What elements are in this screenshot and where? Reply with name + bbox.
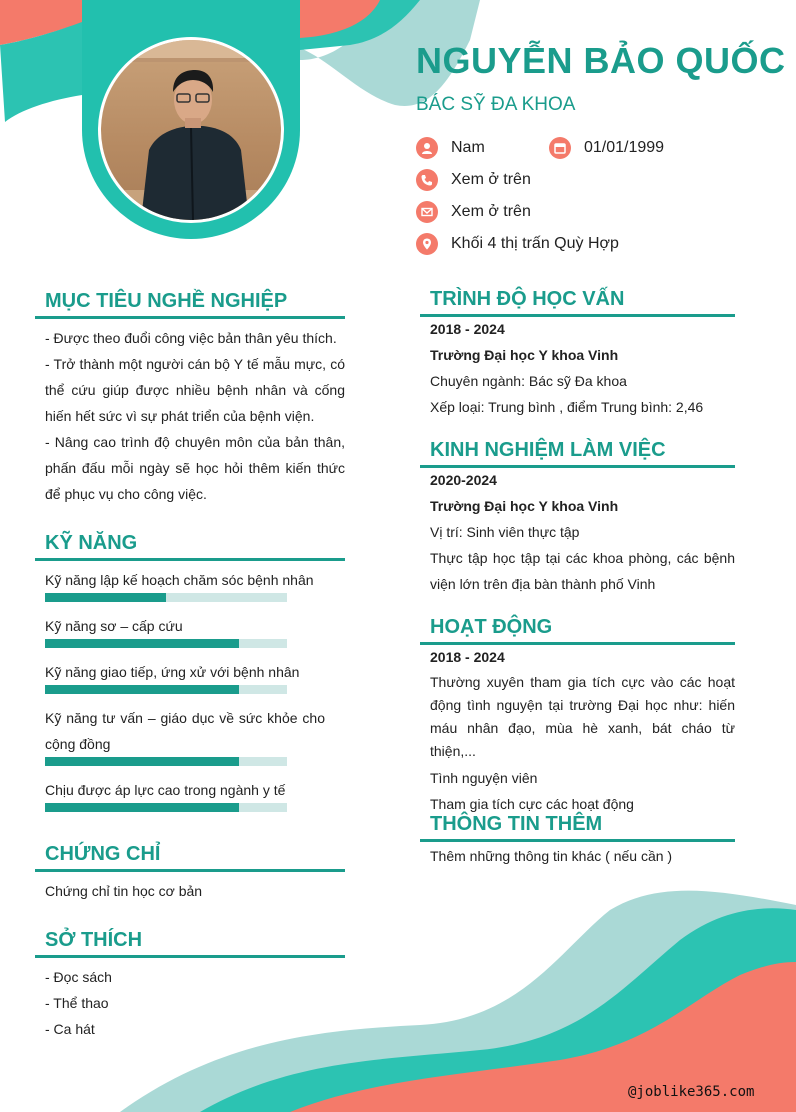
hobbies-title: SỞ THÍCH (45, 929, 143, 951)
certificates-title: CHỨNG CHỈ (45, 843, 161, 865)
education-block (430, 316, 735, 420)
activities-role: Tình nguyện viên (430, 770, 538, 786)
skill-bar (45, 757, 287, 766)
education-major: Chuyên ngành: Bác sỹ Đa khoa (430, 373, 627, 389)
gender-row (416, 137, 485, 159)
skill-bar-fill (45, 803, 239, 812)
objective-text (45, 325, 345, 507)
objective-line: - Nâng cao trình độ chuyên môn của bản thân, phấn đấu mỗi ngày sẽ học hỏi thêm kiến thức để phục vụ cho công việc. (45, 434, 345, 502)
job-title: BÁC SỸ ĐA KHOA (416, 94, 576, 115)
hobbies-list (45, 964, 345, 1042)
hobby-item: - Đọc sách (45, 969, 112, 985)
hobbies-divider (35, 955, 345, 958)
objective-divider (35, 316, 345, 319)
activities-title: HOẠT ĐỘNG (430, 616, 553, 638)
gender-value: Nam (451, 139, 485, 156)
certificate-item: Chứng chỉ tin học cơ bản (45, 883, 203, 899)
skill-label: Kỹ năng tư vấn – giáo dục về sức khỏe cho cộng đồng (45, 710, 325, 752)
skill-label: Chịu được áp lực cao trong ngành y tế (45, 782, 286, 798)
candidate-name: NGUYỄN BẢO QUỐC (416, 40, 786, 81)
skill-bar (45, 593, 287, 602)
phone-icon (416, 169, 438, 191)
activities-block (430, 644, 735, 817)
activities-period: 2018 - 2024 (430, 649, 505, 665)
skills-divider (35, 558, 345, 561)
address-row (416, 233, 619, 255)
birthday-value: 01/01/1999 (584, 139, 665, 156)
education-grade: Xếp loại: Trung bình , điểm Trung bình: 2,46 (430, 399, 704, 415)
skill-bar-fill (45, 639, 239, 648)
user-icon (416, 137, 438, 159)
birthday-row (549, 137, 664, 159)
education-school: Trường Đại học Y khoa Vinh (430, 347, 619, 363)
phone-row (416, 169, 531, 191)
skill-bar-fill (45, 685, 239, 694)
education-period: 2018 - 2024 (430, 321, 505, 337)
email-row (416, 201, 531, 223)
experience-block (430, 467, 735, 597)
experience-position: Vị trí: Sinh viên thực tập (430, 524, 580, 540)
location-icon (416, 233, 438, 255)
phone-value: Xem ở trên (451, 171, 531, 188)
activities-description: Thường xuyên tham gia tích cực vào các hoạt động tình nguyện tại trường Đại học như: hiến máu nhân đạo, mùa hè xanh, bát cháo từ thiện,... (430, 674, 735, 759)
address-value: Khối 4 thị trấn Quỳ Hợp (451, 235, 619, 252)
skill-bar (45, 639, 287, 648)
objective-line: - Được theo đuổi công việc bản thân yêu thích. (45, 330, 337, 346)
skill-bar-fill (45, 757, 239, 766)
extra-divider (420, 839, 735, 842)
avatar (101, 40, 281, 220)
experience-company: Trường Đại học Y khoa Vinh (430, 498, 619, 514)
certificates-divider (35, 869, 345, 872)
activities-detail: Tham gia tích cực các hoạt động (430, 796, 634, 812)
experience-title: KINH NGHIỆM LÀM VIỆC (430, 439, 666, 461)
hobby-item: - Thể thao (45, 995, 109, 1011)
skill-label: Kỹ năng lập kế hoạch chăm sóc bệnh nhân (45, 572, 314, 588)
objective-title: MỤC TIÊU NGHỀ NGHIỆP (45, 290, 288, 312)
extra-title: THÔNG TIN THÊM (430, 813, 603, 835)
skill-label: Kỹ năng sơ – cấp cứu (45, 618, 183, 634)
watermark: @joblike365.com (628, 1084, 755, 1100)
experience-period: 2020-2024 (430, 472, 497, 488)
experience-description: Thực tập học tập tại các khoa phòng, các bệnh viện lớn trên địa bàn thành phố Vinh (430, 550, 735, 592)
hobby-item: - Ca hát (45, 1021, 95, 1037)
skill-label: Kỹ năng giao tiếp, ứng xử với bệnh nhân (45, 664, 300, 680)
skill-bar (45, 803, 287, 812)
skill-bar-fill (45, 593, 166, 602)
email-value: Xem ở trên (451, 203, 531, 220)
education-title: TRÌNH ĐỘ HỌC VẤN (430, 288, 625, 310)
skills-title: KỸ NĂNG (45, 532, 138, 554)
objective-line: - Trở thành một người cán bộ Y tế mẫu mực, có thể cứu giúp được nhiều bệnh nhân và cống hiến hết sức vì sự phát triển của bệnh viện. (45, 356, 345, 424)
calendar-icon (549, 137, 571, 159)
extra-text: Thêm những thông tin khác ( nếu cần ) (430, 848, 673, 864)
skill-bar (45, 685, 287, 694)
email-icon (416, 201, 438, 223)
